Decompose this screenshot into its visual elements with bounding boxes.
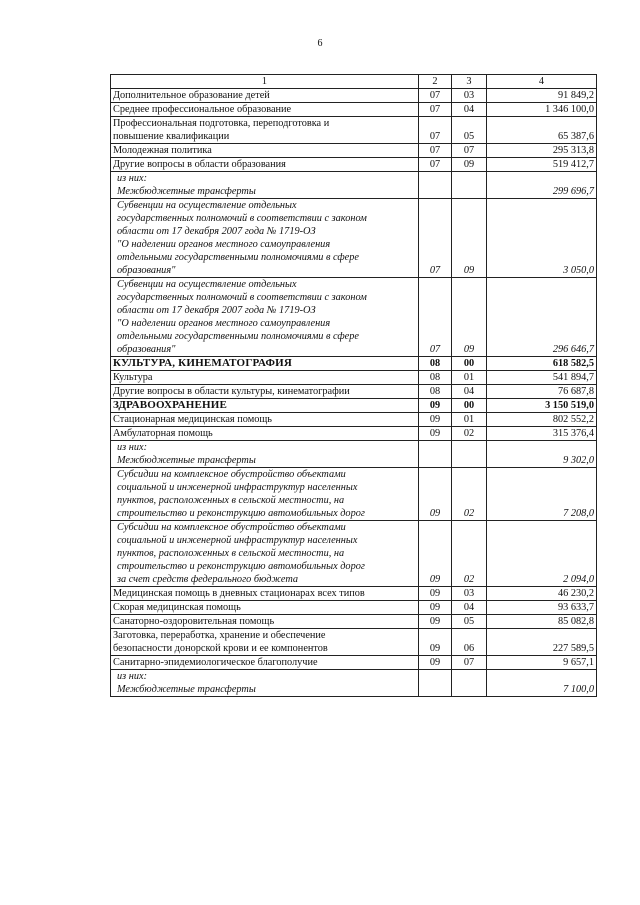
subsection-code: 03	[452, 587, 487, 601]
section-code: 09	[419, 615, 452, 629]
section-code: 07	[419, 103, 452, 117]
amount-cell: 1 346 100,0	[487, 103, 597, 117]
table-row	[111, 629, 597, 656]
header-cell-2: 2	[419, 75, 452, 89]
table-row	[111, 371, 597, 385]
description-line: отдельными государственными полномочиями в сфере	[117, 331, 359, 342]
table-row	[111, 199, 597, 278]
amount-cell: 65 387,6	[487, 117, 597, 144]
amount-cell: 9 302,0	[487, 441, 597, 468]
description-line: Межбюджетные трансферты	[117, 684, 256, 695]
subsection-code: 01	[452, 371, 487, 385]
row-description	[111, 656, 419, 670]
budget-table	[110, 74, 597, 697]
subsection-code: 02	[452, 427, 487, 441]
amount-cell: 3 150 519,0	[487, 399, 597, 413]
table-row	[111, 441, 597, 468]
amount-cell: 315 376,4	[487, 427, 597, 441]
subsection-code	[452, 172, 487, 199]
row-description	[111, 357, 419, 371]
description-line: государственных полномочий в соответствии с законом	[117, 292, 367, 303]
description-line: Молодежная политика	[113, 145, 212, 156]
row-description	[111, 468, 419, 521]
row-description	[111, 158, 419, 172]
section-code: 08	[419, 385, 452, 399]
amount-cell: 7 208,0	[487, 468, 597, 521]
table-row	[111, 615, 597, 629]
table-row	[111, 172, 597, 199]
row-description	[111, 172, 419, 199]
amount-cell: 3 050,0	[487, 199, 597, 278]
description-line: пунктов, расположенных в сельской местности, на	[117, 495, 345, 506]
table-row	[111, 670, 597, 697]
section-code	[419, 670, 452, 697]
subsection-code: 02	[452, 468, 487, 521]
row-description	[111, 89, 419, 103]
description-line: за счет средств федерального бюджета	[117, 574, 299, 585]
description-line: Другие вопросы в области культуры, кинематографии	[113, 386, 350, 397]
table-row	[111, 656, 597, 670]
subsection-code: 05	[452, 615, 487, 629]
description-line: строительство и реконструкцию автомобильных дорог	[117, 508, 365, 519]
subsection-code: 00	[452, 399, 487, 413]
table-row	[111, 89, 597, 103]
amount-cell: 519 412,7	[487, 158, 597, 172]
subsection-code: 06	[452, 629, 487, 656]
table-row	[111, 468, 597, 521]
table-header-row	[111, 75, 597, 89]
table-row	[111, 357, 597, 371]
description-line: безопасности донорской крови и ее компонентов	[113, 643, 328, 654]
row-description	[111, 427, 419, 441]
description-line: из них:	[117, 442, 147, 453]
description-line: Санаторно-оздоровительная помощь	[113, 616, 275, 627]
section-code: 09	[419, 427, 452, 441]
section-code	[419, 441, 452, 468]
description-line: Среднее профессиональное образование	[113, 104, 292, 115]
table-row	[111, 427, 597, 441]
subsection-code: 02	[452, 521, 487, 587]
amount-cell: 76 687,8	[487, 385, 597, 399]
section-code: 07	[419, 89, 452, 103]
description-line: "О наделении органов местного самоуправления	[117, 239, 331, 250]
section-code: 09	[419, 413, 452, 427]
subsection-code: 09	[452, 278, 487, 357]
section-code: 07	[419, 199, 452, 278]
subsection-code: 07	[452, 144, 487, 158]
description-line: социальной и инженерной инфраструктур населенных	[117, 482, 358, 493]
page-number: 6	[317, 38, 323, 49]
amount-cell: 93 633,7	[487, 601, 597, 615]
subsection-code: 04	[452, 103, 487, 117]
description-line: пунктов, расположенных в сельской местности, на	[117, 548, 345, 559]
section-code: 09	[419, 587, 452, 601]
subsection-code: 04	[452, 385, 487, 399]
description-line: строительство и реконструкцию автомобильных дорог	[117, 561, 365, 572]
subsection-code: 01	[452, 413, 487, 427]
description-line: области от 17 декабря 2007 года № 1719-ОЗ	[117, 226, 316, 237]
amount-cell: 296 646,7	[487, 278, 597, 357]
section-code: 09	[419, 656, 452, 670]
description-line: образования"	[117, 265, 176, 276]
description-line: социальной и инженерной инфраструктур населенных	[117, 535, 358, 546]
subsection-code: 09	[452, 158, 487, 172]
table-row	[111, 601, 597, 615]
amount-cell: 2 094,0	[487, 521, 597, 587]
section-code: 09	[419, 399, 452, 413]
amount-cell: 85 082,8	[487, 615, 597, 629]
header-cell-3: 3	[452, 75, 487, 89]
section-code: 09	[419, 629, 452, 656]
row-description	[111, 399, 419, 413]
table-row	[111, 144, 597, 158]
table-row	[111, 117, 597, 144]
amount-cell: 541 894,7	[487, 371, 597, 385]
section-code: 09	[419, 468, 452, 521]
table-row	[111, 158, 597, 172]
table-row	[111, 587, 597, 601]
amount-cell: 46 230,2	[487, 587, 597, 601]
description-line: Межбюджетные трансферты	[117, 455, 256, 466]
section-code: 09	[419, 521, 452, 587]
description-line: области от 17 декабря 2007 года № 1719-ОЗ	[117, 305, 316, 316]
subsection-code: 07	[452, 656, 487, 670]
description-line: Санитарно-эпидемиологическое благополучие	[113, 657, 318, 668]
description-line: Скорая медицинская помощь	[113, 602, 241, 613]
description-line: из них:	[117, 173, 147, 184]
section-code: 07	[419, 144, 452, 158]
amount-cell: 7 100,0	[487, 670, 597, 697]
description-line: Субвенции на осуществление отдельных	[117, 200, 297, 211]
subsection-code: 09	[452, 199, 487, 278]
header-cell-4: 4	[487, 75, 597, 89]
row-description	[111, 144, 419, 158]
section-code: 08	[419, 357, 452, 371]
description-line: Субсидии на комплексное обустройство объектами	[117, 522, 346, 533]
row-description	[111, 441, 419, 468]
table-row	[111, 278, 597, 357]
table-row	[111, 385, 597, 399]
description-line: Стационарная медицинская помощь	[113, 414, 272, 425]
description-line: Заготовка, переработка, хранение и обеспечение	[113, 630, 326, 641]
description-line: образования"	[117, 344, 176, 355]
row-description	[111, 615, 419, 629]
row-description	[111, 371, 419, 385]
description-line: Культура	[113, 372, 153, 383]
subsection-code: 00	[452, 357, 487, 371]
amount-cell: 227 589,5	[487, 629, 597, 656]
section-code: 08	[419, 371, 452, 385]
amount-cell: 618 582,5	[487, 357, 597, 371]
row-description	[111, 629, 419, 656]
subsection-code	[452, 670, 487, 697]
row-description	[111, 521, 419, 587]
subsection-code: 03	[452, 89, 487, 103]
table-row	[111, 521, 597, 587]
description-line: из них:	[117, 671, 147, 682]
description-line: КУЛЬТУРА, КИНЕМАТОГРАФИЯ	[113, 357, 293, 369]
description-line: Медицинская помощь в дневных стационарах всех типов	[113, 588, 365, 599]
row-description	[111, 278, 419, 357]
description-line: Другие вопросы в области образования	[113, 159, 286, 170]
subsection-code	[452, 441, 487, 468]
table-row	[111, 413, 597, 427]
table-row	[111, 399, 597, 413]
description-line: ЗДРАВООХРАНЕНИЕ	[113, 399, 228, 411]
row-description	[111, 601, 419, 615]
description-line: отдельными государственными полномочиями в сфере	[117, 252, 359, 263]
section-code	[419, 172, 452, 199]
description-line: Субвенции на осуществление отдельных	[117, 279, 297, 290]
amount-cell: 299 696,7	[487, 172, 597, 199]
header-cell-1: 1	[111, 75, 419, 89]
row-description	[111, 385, 419, 399]
section-code: 07	[419, 278, 452, 357]
description-line: Профессиональная подготовка, переподготовка и	[113, 118, 330, 129]
amount-cell: 295 313,8	[487, 144, 597, 158]
row-description	[111, 117, 419, 144]
amount-cell: 91 849,2	[487, 89, 597, 103]
description-line: государственных полномочий в соответствии с законом	[117, 213, 367, 224]
description-line: Амбулаторная помощь	[113, 428, 213, 439]
section-code: 07	[419, 158, 452, 172]
subsection-code: 04	[452, 601, 487, 615]
row-description	[111, 103, 419, 117]
description-line: Субсидии на комплексное обустройство объектами	[117, 469, 346, 480]
section-code: 09	[419, 601, 452, 615]
row-description	[111, 413, 419, 427]
description-line: повышение квалификации	[113, 131, 230, 142]
section-code: 07	[419, 117, 452, 144]
row-description	[111, 670, 419, 697]
amount-cell: 802 552,2	[487, 413, 597, 427]
amount-cell: 9 657,1	[487, 656, 597, 670]
row-description	[111, 587, 419, 601]
row-description	[111, 199, 419, 278]
description-line: Межбюджетные трансферты	[117, 186, 256, 197]
description-line: Дополнительное образование детей	[113, 90, 270, 101]
subsection-code: 05	[452, 117, 487, 144]
description-line: "О наделении органов местного самоуправления	[117, 318, 331, 329]
table-row	[111, 103, 597, 117]
